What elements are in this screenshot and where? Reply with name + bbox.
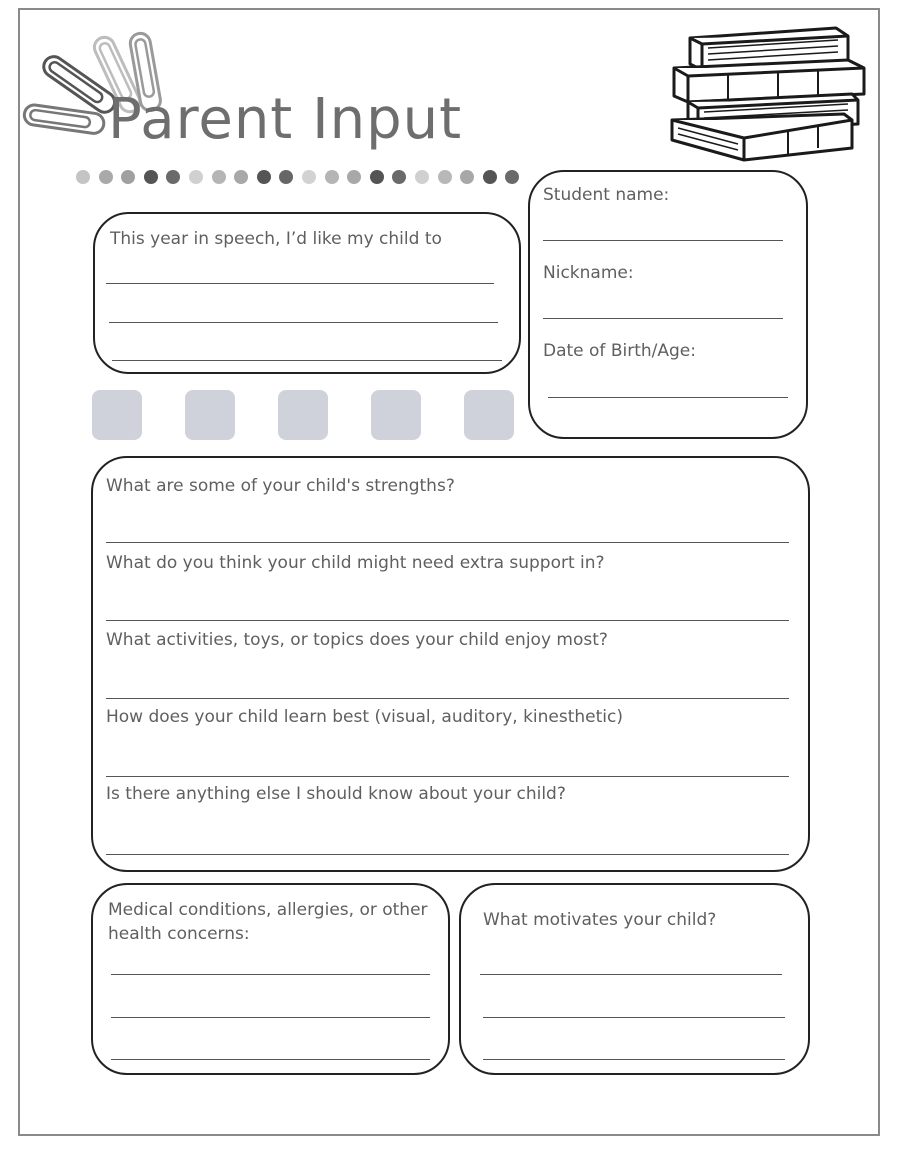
- nickname-line[interactable]: [543, 318, 783, 319]
- decorative-dot: [438, 170, 452, 184]
- decorative-dot: [392, 170, 406, 184]
- medical-line-2[interactable]: [111, 1017, 430, 1018]
- question-label: What do you think your child might need extra support in?: [106, 553, 605, 573]
- decorative-dot: [460, 170, 474, 184]
- question-answer-line[interactable]: [106, 542, 789, 543]
- question-label: Is there anything else I should know about your child?: [106, 784, 566, 804]
- question-answer-line[interactable]: [106, 620, 789, 621]
- student-info-box: [528, 170, 808, 439]
- decorative-dot: [302, 170, 316, 184]
- decorative-square: [464, 390, 514, 440]
- decorative-dot: [370, 170, 384, 184]
- decorative-square: [371, 390, 421, 440]
- decorative-dots: [76, 170, 519, 184]
- decorative-square: [278, 390, 328, 440]
- motivation-line-3[interactable]: [483, 1059, 785, 1060]
- decorative-dot: [76, 170, 90, 184]
- question-answer-line[interactable]: [106, 698, 789, 699]
- dob-line[interactable]: [548, 397, 788, 398]
- question-answer-line[interactable]: [106, 854, 789, 855]
- decorative-dot: [234, 170, 248, 184]
- decorative-dot: [212, 170, 226, 184]
- motivation-line-2[interactable]: [483, 1017, 785, 1018]
- decorative-square: [185, 390, 235, 440]
- decorative-dot: [189, 170, 203, 184]
- student-name-line[interactable]: [543, 240, 783, 241]
- speech-goal-line-3[interactable]: [112, 360, 502, 361]
- decorative-dot: [325, 170, 339, 184]
- decorative-dot: [279, 170, 293, 184]
- medical-label-line2: health concerns:: [108, 924, 250, 944]
- speech-goal-line-2[interactable]: [109, 322, 498, 323]
- decorative-dot: [99, 170, 113, 184]
- page-title: Parent Input: [108, 87, 463, 152]
- decorative-dot: [144, 170, 158, 184]
- dob-label: Date of Birth/Age:: [543, 341, 696, 361]
- decorative-dot: [505, 170, 519, 184]
- nickname-label: Nickname:: [543, 263, 634, 283]
- decorative-square: [92, 390, 142, 440]
- medical-line-3[interactable]: [111, 1059, 430, 1060]
- decorative-dot: [121, 170, 135, 184]
- question-label: What are some of your child's strengths?: [106, 476, 455, 496]
- decorative-dot: [257, 170, 271, 184]
- question-answer-line[interactable]: [106, 776, 789, 777]
- motivation-label: What motivates your child?: [483, 910, 717, 930]
- medical-label-line1: Medical conditions, allergies, or other: [108, 900, 428, 920]
- decorative-dot: [166, 170, 180, 184]
- decorative-dot: [347, 170, 361, 184]
- books-icon: [668, 20, 868, 170]
- speech-goal-line-1[interactable]: [106, 283, 494, 284]
- questions-box: [91, 456, 810, 872]
- decorative-dot: [483, 170, 497, 184]
- question-label: What activities, toys, or topics does your child enjoy most?: [106, 630, 608, 650]
- question-label: How does your child learn best (visual, auditory, kinesthetic): [106, 707, 623, 727]
- medical-line-1[interactable]: [111, 974, 430, 975]
- motivation-line-1[interactable]: [480, 974, 782, 975]
- speech-goal-label: This year in speech, I’d like my child to: [110, 229, 442, 249]
- decorative-dot: [415, 170, 429, 184]
- student-name-label: Student name:: [543, 185, 670, 205]
